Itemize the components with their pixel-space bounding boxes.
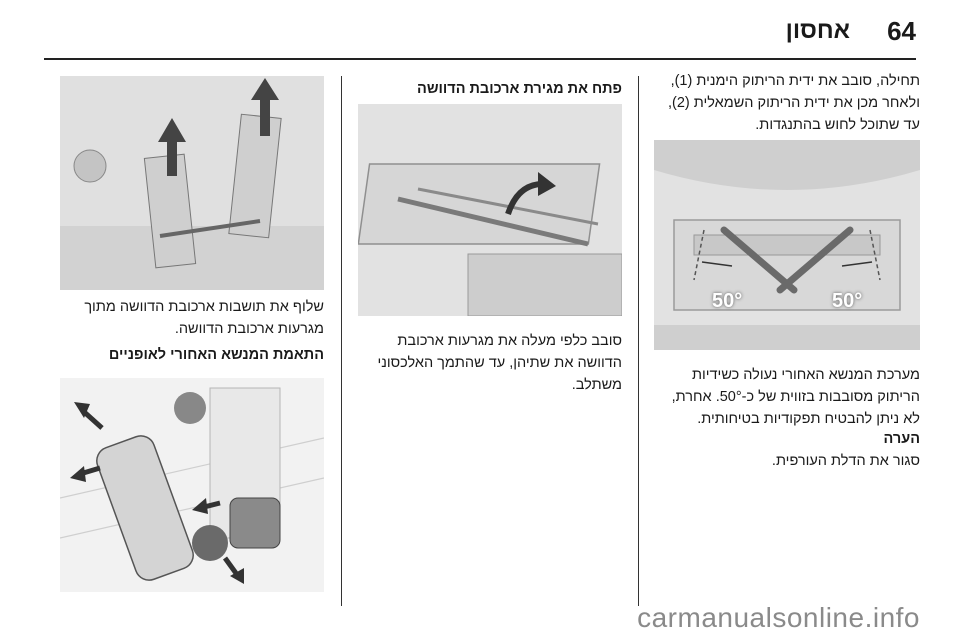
angle-label-right: 50° [832,290,863,312]
left-column-heading: התאמת המנשא האחורי לאופניים [108,347,324,363]
page-number: 64 [887,16,916,46]
locking-handles-figure [654,140,920,350]
middle-column-paragraph: סובב כלפי מעלה את מגרעות ארכובת הדוושה את שתיהן, עד שהתמך האלכסוני משתלב. [377,333,622,393]
middle-column-heading: פתח את מגירת ארכובת הדוושה [417,81,622,97]
bicycle-adjustment-figure [60,378,324,592]
section-title: אחסון [785,17,850,44]
footer-watermark: carmanualsonline.info [637,602,920,633]
header-rule [44,58,916,60]
column-divider-right [638,76,639,606]
note-text: סגור את הדלת העורפית. [771,453,920,469]
pedal-arm-drawer-figure [358,104,622,316]
right-column-paragraph-2: מערכת המנשא האחורי נעולה כשידיות הריתוק מסובבות בזווית של כ-50°. אחרת, לא ניתן להבטיח תפקודיות בטיחותית. [671,367,920,427]
right-column-paragraph-1: תחילה, סובב את ידית הריתוק הימנית (1), ולאחר מכן את ידית הריתוק השמאלית (2), עד שתוכל לחוש בהתנגדות. [667,73,920,133]
note-heading: הערה [883,431,920,447]
left-column-paragraph: שלוף את תושבות ארכובת הדוושה מתוך מגרעות ארכובת הדוושה. [84,299,324,337]
pedal-arm-mounts-figure [60,76,324,290]
column-divider-left [341,76,342,606]
angle-label-left: 50° [712,290,743,312]
